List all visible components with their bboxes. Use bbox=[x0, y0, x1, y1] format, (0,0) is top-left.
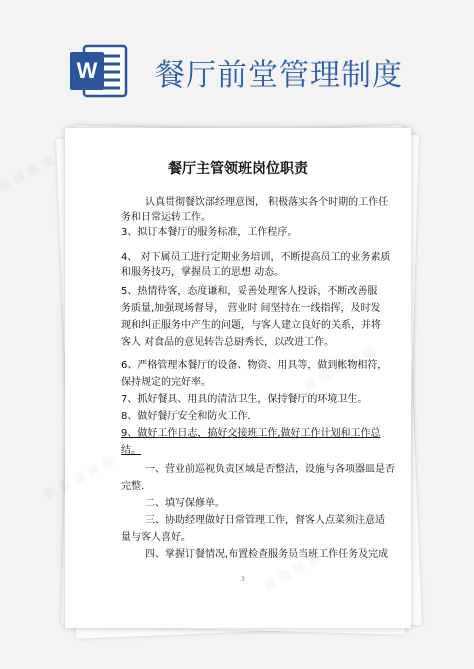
text-line: 5、热情待客，态度谦和，妥善处理客人投诉，不断改善服 bbox=[121, 286, 378, 297]
text-line: 二、填写保修单。 bbox=[145, 498, 225, 509]
text-line: 务和日常运转工作。 bbox=[121, 212, 211, 223]
text-line: 8、做好餐厅安全和防火工作． bbox=[121, 411, 258, 422]
text-line: 客人 对食品的意见转告总厨秀长，以改进工作。 bbox=[121, 337, 335, 348]
text-line: 四、掌握订餐情况,布置检查服务员当班工作任务及完成 bbox=[145, 549, 389, 560]
text-line: 6、严格管理本餐厅的设备、物资、用具等，做到帐物相符， bbox=[121, 360, 388, 371]
text-line: 9、做好工作日志，搞好交接班工作,做好工作计划和工作总 bbox=[121, 428, 381, 439]
text-line: 务质量,加强现场督导， 营业时 间坚持在一线指挥，及时发 bbox=[121, 303, 381, 314]
text-line: 认真贯彻餐饮部经理意图， 积极落实各个时期的工作任 bbox=[145, 197, 389, 208]
document-page bbox=[65, 128, 411, 628]
word-document-icon bbox=[68, 40, 130, 102]
text-line: 和服务技巧，掌握员工的思想 动态。 bbox=[121, 267, 285, 278]
text-line: 三、协助经理做好日常管理工作，督客人点菜须注意适 bbox=[145, 515, 385, 526]
header bbox=[0, 0, 474, 125]
text-line: 结。 bbox=[121, 445, 141, 456]
header-title: 餐厅前堂管理制度 bbox=[155, 58, 403, 93]
text-line: 量与客人喜好。 bbox=[121, 532, 191, 543]
text-line: 完整. bbox=[121, 481, 145, 492]
text-line: 7、抓好餐具、用具的清洁卫生，保持餐厅的环境卫生。 bbox=[121, 394, 368, 405]
text-line: 4、 对下属员工进行定期业务培训，不断提高员工的业务素质 bbox=[121, 252, 391, 263]
text-line: 现和纠正服务中产生的问题，与客人建立良好的关系，并将 bbox=[121, 320, 381, 331]
text-line: 一、营业前巡视负责区域是否整洁，设施与各项器皿是否 bbox=[145, 464, 395, 475]
word-letter: W bbox=[76, 58, 98, 83]
document-title: 餐厅主管领班岗位职责 bbox=[168, 161, 308, 177]
text-line: 保持规定的完好率。 bbox=[121, 377, 211, 388]
page-number: 3 bbox=[241, 576, 245, 583]
text-line: 3、拟订本餐厅的服务标准，工作程序。 bbox=[121, 227, 298, 238]
